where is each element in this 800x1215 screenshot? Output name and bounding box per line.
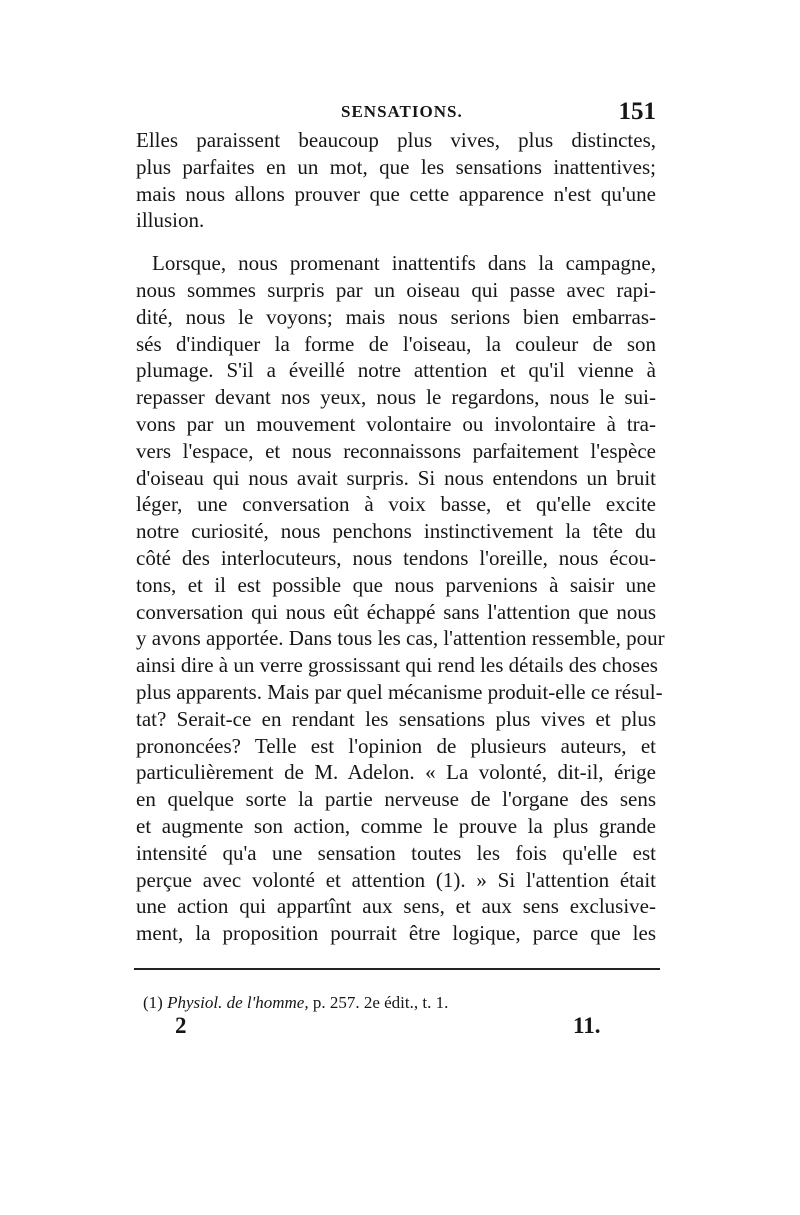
text-line: dité, nous le voyons; mais nous serions bien embarras- [136,304,656,329]
signature-mark-right: 11. [573,1013,601,1038]
text-line: particulièrement de M. Adelon. « La volonté, dit-il, érige [136,760,656,785]
text-line: mais nous allons prouver que cette apparence n'est qu'une [136,181,656,206]
text-line: côté des interlocuteurs, nous tendons l'oreille, nous écou- [136,545,656,570]
text-line: léger, une conversation à voix basse, et qu'elle excite [136,492,656,517]
text-line: ment, la proposition pourrait être logique, parce que les [136,921,656,946]
text-line: notre curiosité, nous penchons instinctivement la tête du [136,519,656,544]
text-line: nous sommes surpris par un oiseau qui passe avec rapi- [136,277,656,302]
text-line: Elles paraissent beaucoup plus vives, plus distinctes, [136,128,656,152]
text-line: d'oiseau qui nous avait surpris. Si nous entendons un bruit [136,465,656,490]
text-line: tons, et il est possible que nous parvenions à saisir une [136,572,656,597]
footnote [143,993,448,1013]
text-line: y avons apportée. Dans tous les cas, l'attention ressemble, pour [136,626,665,651]
text-line: perçue avec volonté et attention (1). » Si l'attention était [136,867,656,892]
text-line: plumage. S'il a éveillé notre attention et qu'il vienne à [136,358,656,383]
text-line: plus parfaites en un mot, que les sensations inattentives; [136,154,656,179]
text-line: intensité qu'a une sensation toutes les fois qu'elle est [136,840,656,865]
text-line: ainsi dire à un verre grossissant qui rend les détails des choses [136,653,658,678]
text-line: vers l'espace, et nous reconnaissons parfaitement l'espèce [136,438,656,463]
text-line: tat? Serait-ce en rendant les sensations plus vives et plus [136,706,656,731]
footnote-source: Physiol. de l'homme, [167,993,309,1012]
page-header [136,100,656,130]
paragraph-2 [136,250,665,947]
body-text [136,127,665,947]
text-line: illusion. [136,208,205,233]
footnote-divider [134,968,660,970]
text-line: sés d'indiquer la forme de l'oiseau, la couleur de son [136,331,656,356]
text-line: plus apparents. Mais par quel mécanisme produit-elle ce résul- [136,679,663,704]
text-line: conversation qui nous eût échappé sans l'attention que nous [136,599,656,624]
signature-mark-left: 2 [175,1013,187,1038]
text-line: en quelque sorte la partie nerveuse de l'organe des sens [136,787,656,812]
text-line: et augmente son action, comme le prouve la plus grande [136,813,656,838]
text-line: repasser devant nos yeux, nous le regardons, nous le sui- [136,385,656,410]
footnote-marker: (1) [143,993,163,1012]
text-line: prononcées? Telle est l'opinion de plusieurs auteurs, et [136,733,656,758]
text-line: une action qui appartînt aux sens, et aux sens exclusive- [136,894,656,919]
running-title: SENSATIONS. [341,102,463,121]
paragraph-1 [136,127,656,234]
footnote-reference: p. 257. 2e édit., t. 1. [312,993,449,1012]
page-number: 151 [618,98,656,125]
text-line: vons par un mouvement volontaire ou involontaire à tra- [136,411,656,436]
paragraph-gap [136,234,656,250]
text-line: Lorsque, nous promenant inattentifs dans la campagne, [152,251,656,276]
